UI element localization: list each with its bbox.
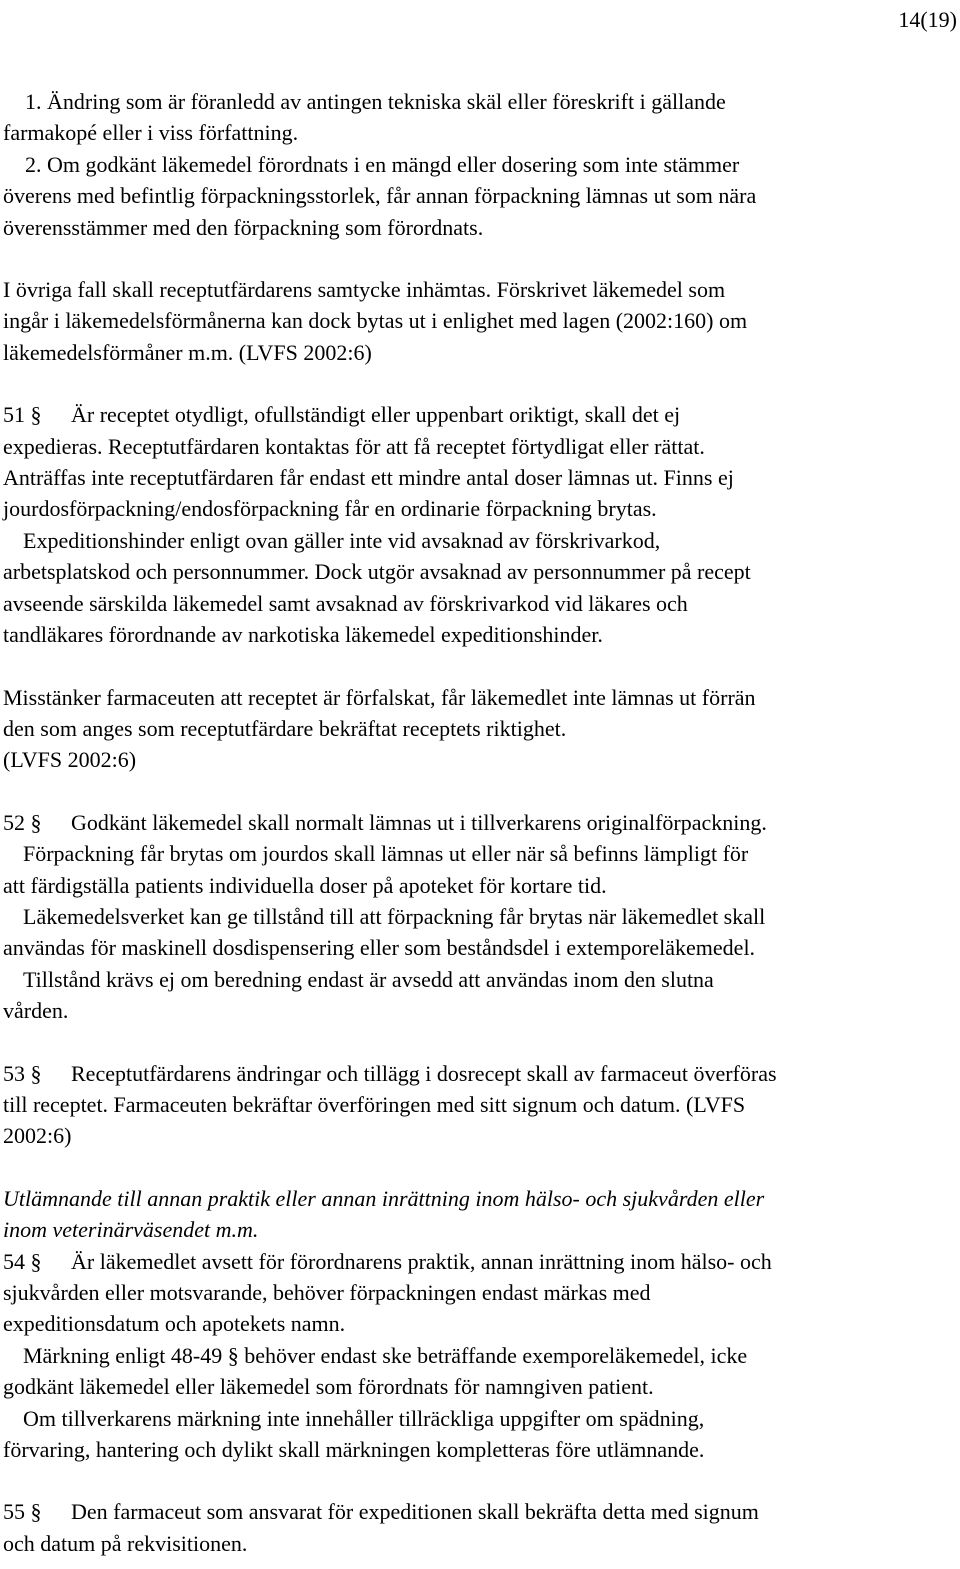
section-54 (3, 1246, 957, 1466)
text-line: överens med befintlig förpackningsstorlek, får annan förpackning lämnas ut som nära (3, 183, 757, 209)
text-line: Förpackning får brytas om jourdos skall lämnas ut eller när så befinns lämpligt för (23, 841, 749, 867)
text-line: 1. Ändring som är föranledd av antingen tekniska skäl eller föreskrift i gällande (25, 89, 726, 114)
section-52 (3, 807, 957, 1027)
text-line: farmakopé eller i viss författning. (3, 120, 299, 146)
text-line: expeditionsdatum och apotekets namn. (3, 1311, 346, 1337)
text-line: Godkänt läkemedel skall normalt lämnas ut i tillverkarens originalförpackning. (71, 809, 767, 835)
text-line: Läkemedelsverket kan ge tillstånd till att förpackning får brytas när läkemedlet skall (23, 903, 766, 929)
text-line: arbetsplatskod och personnummer. Dock utgör avsaknad av personnummer på recept (3, 559, 751, 585)
text-line: jourdosförpackning/endosförpackning får en ordinarie förpackning brytas. (3, 496, 657, 522)
text-line: tandläkares förordnande av narkotiska läkemedel expeditionshinder. (3, 622, 603, 648)
section-heading (3, 1183, 957, 1246)
section-51 (3, 399, 957, 650)
text-line: 2002:6) (3, 1123, 72, 1149)
section-number: 55 § (3, 1499, 42, 1525)
text-line: Märkning enligt 48-49 § behöver endast ske beträffande exemporeläkemedel, icke (23, 1342, 748, 1368)
list-item (3, 86, 957, 149)
text-line: Receptutfärdarens ändringar och tillägg i dosrecept skall av farmaceut överföras (71, 1060, 777, 1086)
text-line: överensstämmer med den förpackning som förordnats. (3, 214, 484, 240)
text-line: Den farmaceut som ansvarat för expeditionen skall bekräfta detta med signum (71, 1499, 759, 1525)
section-53 (3, 1058, 957, 1152)
text-line: Tillstånd krävs ej om beredning endast är avsedd att användas inom den slutna (23, 966, 714, 992)
text-line: sjukvården eller motsvarande, behöver förpackningen endast märkas med (3, 1280, 651, 1305)
text-line: Är receptet otydligt, ofullständigt eller uppenbart oriktigt, skall det ej (71, 402, 681, 428)
text-line: Är läkemedlet avsett för förordnarens praktik, annan inrättning inom hälso- och (71, 1248, 772, 1274)
text-line: Misstänker farmaceuten att receptet är förfalskat, får läkemedlet inte lämnas ut förrän (3, 684, 756, 710)
text-line: Om tillverkarens märkning inte innehåller tillräckliga uppgifter om spädning, (23, 1405, 705, 1431)
text-line: avseende särskilda läkemedel samt avsaknad av förskrivarkod vid läkares och (3, 590, 688, 616)
text-line: användas för maskinell dosdispensering eller som beståndsdel i extemporeläkemedel. (3, 935, 756, 961)
text-line: ingår i läkemedelsförmånerna kan dock bytas ut i enlighet med lagen (2002:160) om (3, 308, 748, 334)
section-number: 51 § (3, 402, 42, 428)
document-body (3, 86, 957, 1559)
text-line: Anträffas inte receptutfärdaren får endast ett mindre antal doser lämnas ut. Finns ej (3, 465, 734, 491)
paragraph (3, 682, 957, 776)
section-number: 53 § (3, 1060, 42, 1086)
text-line: godkänt läkemedel eller läkemedel som förordnats för namngiven patient. (3, 1374, 654, 1400)
text-line: förvaring, hantering och dylikt skall märkningen kompletteras före utlämnande. (3, 1437, 705, 1463)
section-number: 52 § (3, 809, 42, 835)
text-line: (LVFS 2002:6) (3, 747, 137, 773)
text-line: 2. Om godkänt läkemedel förordnats i en mängd eller dosering som inte stämmer (25, 151, 740, 177)
section-number: 54 § (3, 1248, 42, 1274)
list-item (3, 149, 957, 243)
text-line: Expeditionshinder enligt ovan gäller inte vid avsaknad av förskrivarkod, (23, 527, 661, 553)
text-line: den som anges som receptutfärdare bekräftat receptets riktighet. (3, 715, 567, 741)
paragraph (3, 274, 957, 368)
section-55 (3, 1496, 957, 1559)
text-line: I övriga fall skall receptutfärdarens samtycke inhämtas. Förskrivet läkemedel som (3, 277, 726, 303)
text-line: expedieras. Receptutfärdaren kontaktas för att få receptet förtydligat eller rättat. (3, 433, 705, 459)
text-line: att färdigställa patients individuella doser på apoteket för kortare tid. (3, 872, 607, 898)
text-line: vården. (3, 998, 69, 1024)
text-line: läkemedelsförmåner m.m. (LVFS 2002:6) (3, 339, 372, 365)
text-line: och datum på rekvisitionen. (3, 1530, 248, 1556)
text-line: inom veterinärväsendet m.m. (3, 1217, 259, 1243)
text-line: till receptet. Farmaceuten bekräftar överföringen med sitt signum och datum. (LVFS (3, 1091, 746, 1117)
page-number: 14(19) (898, 7, 957, 32)
text-line: Utlämnande till annan praktik eller annan inrättning inom hälso- och sjukvården eller (3, 1185, 765, 1211)
